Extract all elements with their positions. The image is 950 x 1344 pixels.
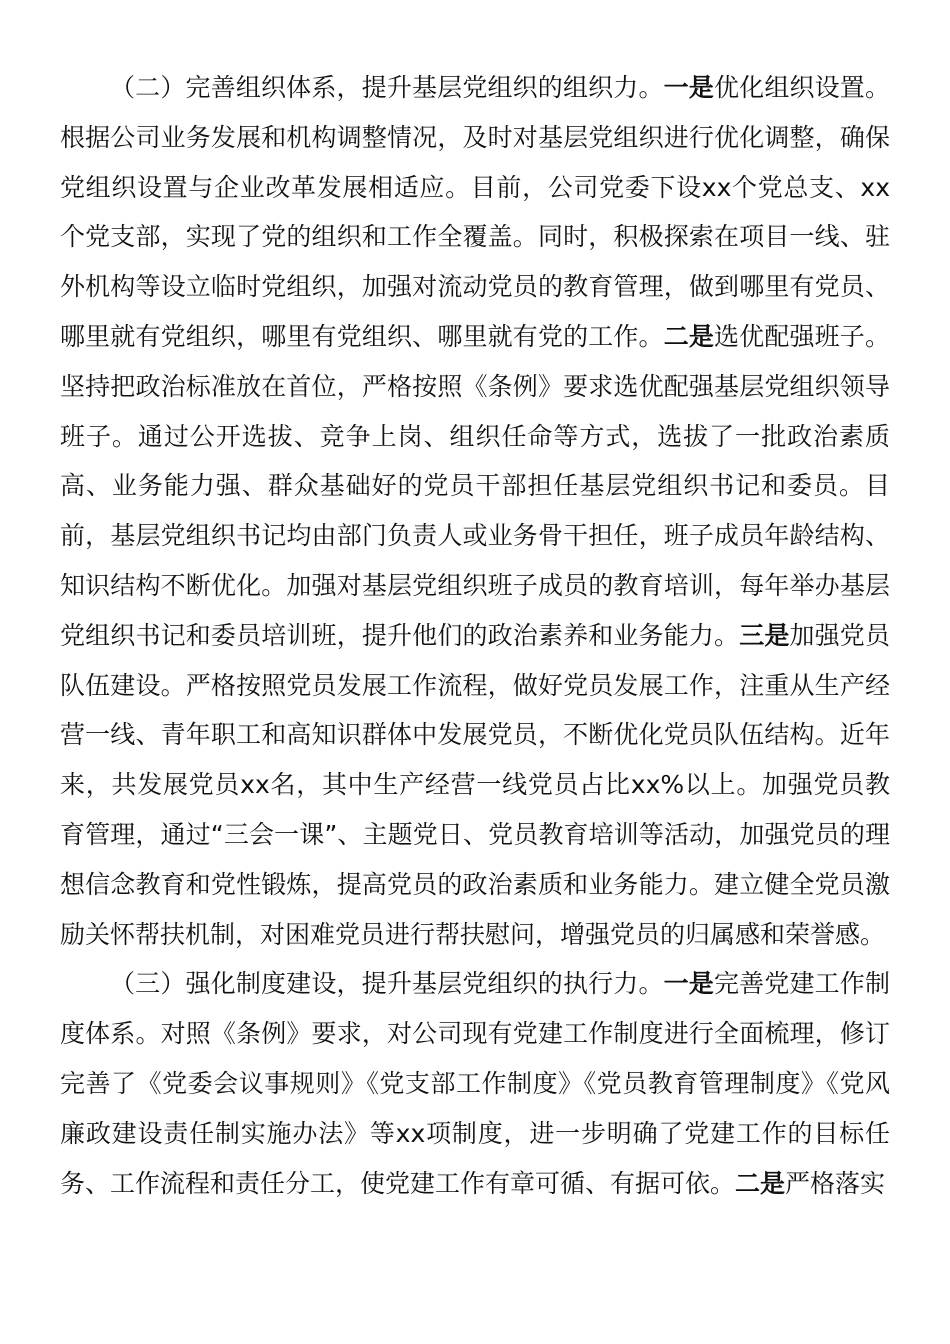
point-text-strict-implementation: 严格落实 xyxy=(785,1168,886,1198)
document-page xyxy=(60,63,890,1208)
point-text-leadership-team: 选优配强班子。坚持把政治标准放在首位，严格按照《条例》要求选优配强基层党组织领导班子。通过公开选拔、竞争上岗、组织任命等方式，选拔了一批政治素质高、业务能力强、群众基础好的党员干部担任基层党组织书记和委员。目前，基层党组织书记均由部门负责人或业务骨干担任，班子成员年龄结构、知识结构不断优化。加强对基层党组织班子成员的教育培训，每年举办基层党组织书记和委员培训班，提升他们的政治素养和业务能力。 xyxy=(60,321,890,650)
point-marker-two: 二是 xyxy=(735,1168,786,1198)
point-marker-three: 三是 xyxy=(739,620,790,650)
paragraph-organization-system xyxy=(60,63,890,959)
point-text-rules-system: 完善党建工作制度体系。对照《条例》要求，对公司现有党建工作制度进行全面梳理，修订完善了《党委会议事规则》《党支部工作制度》《党员教育管理制度》《党风廉政建设责任制实施办法》等xx项制度，进一步明确了党建工作的目标任务、工作流程和责任分工，使党建工作有章可循、有据可依。 xyxy=(60,969,890,1198)
paragraph-institution-building xyxy=(60,959,890,1208)
section-heading-two: （二）完善组织体系，提升基层党组织的组织力。 xyxy=(110,73,664,102)
point-marker-one: 一是 xyxy=(663,969,714,999)
point-text-optimize-setup: 优化组织设置。根据公司业务发展和机构调整情况，及时对基层党组织进行优化调整，确保党组织设置与企业改革发展相适应。目前，公司党委下设xx个党总支、xx个党支部，实现了党的组织和工作全覆盖。同时，积极探索在项目一线、驻外机构等设立临时党组织，加强对流动党员的教育管理，做到哪里有党员、哪里就有党组织，哪里有党组织、哪里就有党的工作。 xyxy=(60,73,890,351)
section-heading-three: （三）强化制度建设，提升基层党组织的执行力。 xyxy=(110,969,664,999)
point-text-member-team: 加强党员队伍建设。严格按照党员发展工作流程，做好党员发展工作，注重从生产经营一线、青年职工和高知识群体中发展党员，不断优化党员队伍结构。近年来，共发展党员xx名，其中生产经营一线党员占比xx%以上。加强党员教育管理，通过“三会一课”、主题党日、党员教育培训等活动，加强党员的理想信念教育和党性锻炼，提高党员的政治素质和业务能力。建立健全党员激励关怀帮扶机制，对困难党员进行帮扶慰问，增强党员的归属感和荣誉感。 xyxy=(60,620,890,949)
point-marker-two: 二是 xyxy=(663,321,715,351)
point-marker-one: 一是 xyxy=(663,73,714,102)
